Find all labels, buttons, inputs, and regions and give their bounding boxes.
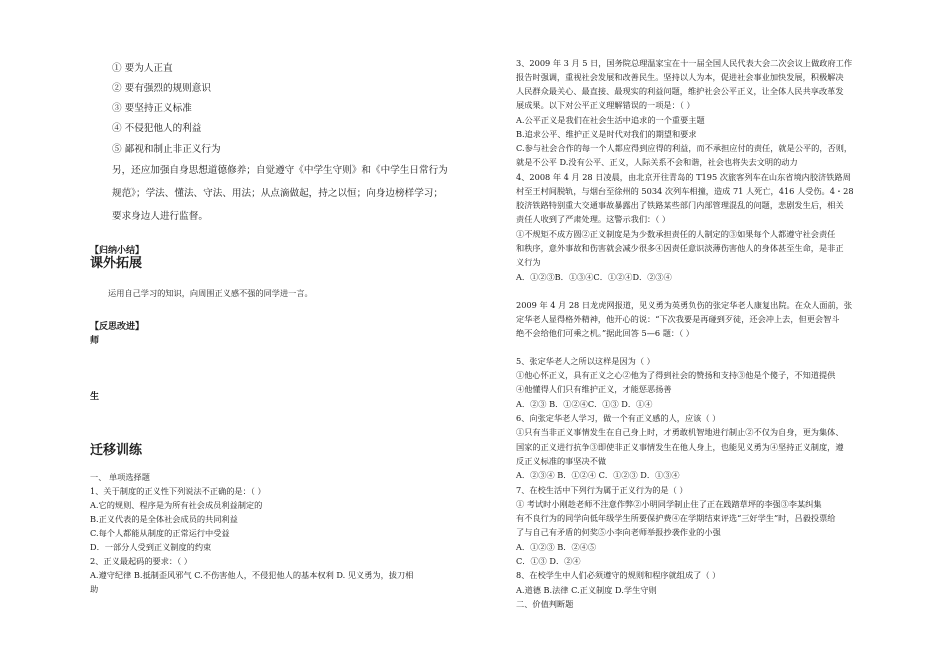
text-line: 6、向张定华老人学习，做一个有正义感的人，应该（ ） bbox=[516, 413, 721, 423]
text-line: C．①③ D．②④ bbox=[516, 556, 581, 566]
text-line: 责任人收到了严肃处理。这警示我们：（ ） bbox=[516, 214, 671, 224]
list-item: ⑤ 鄙视和制止非正义行为 bbox=[112, 144, 221, 155]
paragraph-line: 另，还应加强自身思想道德修养；自觉遵守《中学生守则》和《中学生日常行为 bbox=[112, 165, 448, 176]
text-line: 7、在校生活中下列行为属于正义行为的是（ ） bbox=[516, 485, 688, 495]
list-item: ④ 不侵犯他人的利益 bbox=[112, 123, 202, 134]
summary-label: 【归纳小结】 bbox=[90, 246, 145, 256]
text-line: ④他懂得人们只有维护正义，才能惩恶扬善 bbox=[516, 384, 672, 394]
student-label: 生 bbox=[90, 392, 100, 402]
section-heading: 一、 单项选择题 bbox=[90, 472, 150, 482]
paragraph-line: 规范》；学法、懂法、守法、用法；从点滴做起，持之以恒；向身边榜样学习； bbox=[112, 188, 443, 199]
text-line: 胶济铁路特别重大交通事故暴露出了铁路某些部门内部管理混乱的问题，悲剧发生后，相关 bbox=[516, 200, 844, 210]
list-item: ① 要为人正直 bbox=[112, 63, 173, 74]
text-line: 村至王村间脱轨，与烟台至徐州的 5034 次列车相撞，造成 71 人死亡，416 人受伤。4・28 bbox=[516, 186, 854, 196]
transfer-title: 迁移训练 bbox=[90, 443, 143, 458]
text-line: A.公平正义是我们在社会生活中追求的一个重要主题 bbox=[516, 115, 705, 125]
question-line: 2、正义最起码的要求：（ ） bbox=[90, 556, 192, 566]
question-line: 助 bbox=[90, 584, 99, 594]
text-line: 3、2009 年 3 月 5 日，国务院总理温家宝在十一届全国人民代表大会二次会议上做政府工作 bbox=[516, 58, 853, 68]
question-line: 1、关于制度的正义性下列说法不正确的是：（ ） bbox=[90, 486, 266, 496]
text-line: 8、在校学生中人们必须遵守的规则和程序就组成了（ ） bbox=[516, 570, 721, 580]
text-line: ①只有当非正义事情发生在自己身上时，才勇敢机智地进行制止②不仅为自身，更为集体、 bbox=[516, 427, 844, 437]
text-line: ①不规矩不成方圆②正义制度是为少数承担责任的人制定的③如果每个人都遵守社会责任 bbox=[516, 229, 836, 239]
text-line: 义行为 bbox=[516, 257, 541, 267]
text-line: ① 考试时小刚趁老师不注意作弊②小明同学制止住了正在践踏草坪的李强③李某纠集 bbox=[516, 499, 822, 509]
teacher-label: 师 bbox=[90, 336, 100, 346]
text-line: 二、价值判断题 bbox=[516, 599, 574, 609]
text-line: 国家的正义进行抗争③即使非正义事情发生在他人身上，也能见义勇为④坚持正义制度，遵 bbox=[516, 442, 844, 452]
list-item: ③ 要坚持正义标准 bbox=[112, 103, 192, 114]
text-line: 绝不会给他们可乘之机。”据此回答 5—6 题：（ ） bbox=[516, 328, 694, 338]
text-line: 2009 年 4 月 28 日龙虎网报道，见义勇为英勇负伤的张定华老人康复出院。在众人面前，张 bbox=[516, 300, 853, 310]
list-item: ② 要有强烈的规则意识 bbox=[112, 83, 211, 94]
text-line: 展成果。以下对公平正义理解错误的一项是：（ ） bbox=[516, 100, 695, 110]
question-line: D．一部分人受到正义制度的约束 bbox=[90, 542, 212, 552]
text-line: B.追求公平、维护正义是时代对我们的期望和要求 bbox=[516, 129, 697, 139]
question-line: A.它的规则、程序是为所有社会成员利益制定的 bbox=[90, 500, 263, 510]
reflection-label: 【反思改进】 bbox=[90, 322, 145, 332]
text-line: A．②③ B．①②④C．①③ D．①④ bbox=[516, 399, 653, 409]
text-line: 人民群众最关心、最直接、最现实的利益问题，维护社会公平正义，让全体人民共享改革发 bbox=[516, 86, 844, 96]
text-line: ①他心怀正义，具有正义之心②他为了得到社会的赞扬和支持③他是个傻子，不知道提供 bbox=[516, 370, 836, 380]
question-line: B.正义代表的是全体社会成员的共同利益 bbox=[90, 514, 238, 524]
text-line: 4、2008 年 4 月 28 日凌晨，由北京开往青岛的 T195 次旅客列车在山东省境内胶济铁路周 bbox=[516, 172, 851, 182]
text-line: 了与自己有矛盾的何奖⑤小李向老师举报抄袭作业的小强 bbox=[516, 527, 721, 537]
text-line: A．①②③B．①③④C．①②④D．②③④ bbox=[516, 272, 672, 282]
text-line: C.参与社会合作的每一个人都应得到应得的利益，而不承担应付的责任，就是公平的，否则， bbox=[516, 143, 853, 153]
text-line: 反正义标准的事坚决不做 bbox=[516, 456, 607, 466]
text-line: A．②③④ B．①②④ C．①②③ D．①③④ bbox=[516, 470, 680, 480]
extension-title: 课外拓展 bbox=[90, 256, 143, 271]
extension-text: 运用自己学习的知识，向周围正义感不强的同学进一言。 bbox=[108, 288, 313, 298]
paragraph-line: 要求身边人进行监督。 bbox=[112, 211, 208, 222]
text-line: 定华老人显得格外精神，他开心的说：“下次我要是再碰到歹徒，还会冲上去，但更会智斗 bbox=[516, 314, 840, 324]
text-line: A.道德 B.法律 C.正义制度 D.学生守则 bbox=[516, 585, 657, 595]
text-line: 有不良行为的同学向低年级学生所要保护费④在学期结束评选“三好学生”时，吕毅投票给 bbox=[516, 513, 836, 523]
text-line: 和秩序，意外事故和伤害就会减少很多④因责任意识淡薄伤害他人的身体甚至生命，是非正 bbox=[516, 243, 844, 253]
text-line: 5、张定华老人之所以这样是因为（ ） bbox=[516, 356, 655, 366]
text-line: 就是不公平 D.没有公平、正义，人际关系不会和谐，社会也将失去文明的动力 bbox=[516, 157, 798, 167]
text-line: 报告时强调，重视社会发展和改善民生。坚持以人为本，促进社会事业加快发展，积极解决 bbox=[516, 72, 844, 82]
question-line: A.遵守纪律 B.抵制歪风邪气 C.不伤害他人，不侵犯他人的基本权利 D. 见义勇为，拔刀相 bbox=[90, 570, 414, 580]
question-line: C.每个人都能从制度的正常运行中受益 bbox=[90, 528, 230, 538]
text-line: A．①②③ B．②④⑤ bbox=[516, 542, 597, 552]
